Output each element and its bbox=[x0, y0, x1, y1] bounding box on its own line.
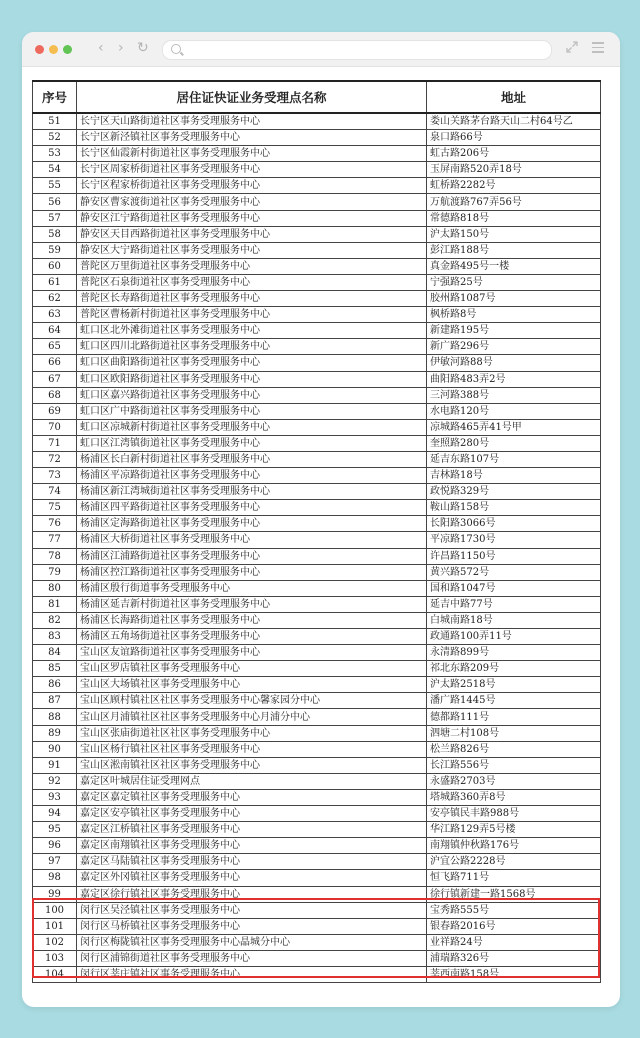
row-index: 70 bbox=[33, 419, 77, 435]
address: 新建路195号 bbox=[427, 323, 601, 339]
row-index: 84 bbox=[33, 645, 77, 661]
center-name: 虹口区江湾镇街道社区事务受理服务中心 bbox=[77, 435, 427, 451]
row-index: 59 bbox=[33, 242, 77, 258]
row-index: 74 bbox=[33, 484, 77, 500]
table-row bbox=[33, 451, 601, 467]
center-name: 嘉定区嘉定镇社区事务受理服务中心 bbox=[77, 789, 427, 805]
address: 泗塘二村108号 bbox=[427, 725, 601, 741]
center-name: 嘉定区外冈镇社区事务受理服务中心 bbox=[77, 870, 427, 886]
address: 业祥路24号 bbox=[427, 934, 601, 950]
center-name: 闵行区浦锦街道社区事务受理服务中心 bbox=[77, 950, 427, 966]
row-index: 88 bbox=[33, 709, 77, 725]
table-row bbox=[33, 612, 601, 628]
address: 长江路556号 bbox=[427, 757, 601, 773]
table-row bbox=[33, 709, 601, 725]
address: 许昌路1150号 bbox=[427, 548, 601, 564]
table-row bbox=[33, 371, 601, 387]
center-name: 虹口区曲阳路街道社区事务受理服务中心 bbox=[77, 355, 427, 371]
address: 宝秀路555号 bbox=[427, 902, 601, 918]
table-body bbox=[33, 113, 601, 983]
address: 延吉东路107号 bbox=[427, 451, 601, 467]
address: 国和路1047号 bbox=[427, 580, 601, 596]
menu-icon[interactable] bbox=[592, 42, 604, 52]
center-name: 宝山区罗店镇社区事务受理服务中心 bbox=[77, 661, 427, 677]
center-name: 长宁区程家桥街道社区事务受理服务中心 bbox=[77, 178, 427, 194]
center-name: 虹口区嘉兴路街道社区事务受理服务中心 bbox=[77, 387, 427, 403]
table-row bbox=[33, 274, 601, 290]
row-index: 63 bbox=[33, 307, 77, 323]
row-index: 104 bbox=[33, 966, 77, 982]
address: 塔城路360弄8号 bbox=[427, 789, 601, 805]
center-name: 普陀区曹杨新村街道社区事务受理服务中心 bbox=[77, 307, 427, 323]
center-name: 杨浦区长海路街道社区事务受理服务中心 bbox=[77, 612, 427, 628]
address: 永盛路2703号 bbox=[427, 773, 601, 789]
center-name: 宝山区张庙街道社区社区事务受理服务中心 bbox=[77, 725, 427, 741]
address: 宁强路25号 bbox=[427, 274, 601, 290]
row-index: 55 bbox=[33, 178, 77, 194]
table-row bbox=[33, 226, 601, 242]
maximize-window-button[interactable] bbox=[63, 45, 72, 54]
search-icon bbox=[171, 44, 181, 54]
row-index: 101 bbox=[33, 918, 77, 934]
address: 真金路495号一楼 bbox=[427, 258, 601, 274]
row-index: 64 bbox=[33, 323, 77, 339]
table-row bbox=[33, 806, 601, 822]
table-row bbox=[33, 645, 601, 661]
table-row bbox=[33, 291, 601, 307]
address: 长阳路3066号 bbox=[427, 516, 601, 532]
row-index: 93 bbox=[33, 789, 77, 805]
row-index: 77 bbox=[33, 532, 77, 548]
address: 伊敏河路88号 bbox=[427, 355, 601, 371]
center-name: 嘉定区江桥镇社区事务受理服务中心 bbox=[77, 822, 427, 838]
table-row bbox=[33, 789, 601, 805]
address: 虹桥路2282号 bbox=[427, 178, 601, 194]
table-row bbox=[33, 178, 601, 194]
address: 凉城路465弄41号甲 bbox=[427, 419, 601, 435]
address: 彭江路188号 bbox=[427, 242, 601, 258]
address: 政悦路329号 bbox=[427, 484, 601, 500]
table-row bbox=[33, 113, 601, 130]
table-row bbox=[33, 532, 601, 548]
center-name: 宝山区顾村镇社区社区事务受理服务中心馨家园分中心 bbox=[77, 693, 427, 709]
table-row bbox=[33, 725, 601, 741]
address-bar[interactable] bbox=[162, 40, 552, 60]
table-row bbox=[33, 419, 601, 435]
center-name: 宝山区友谊路街道社区事务受理服务中心 bbox=[77, 645, 427, 661]
close-window-button[interactable] bbox=[35, 45, 44, 54]
center-name: 普陀区石泉街道社区事务受理服务中心 bbox=[77, 274, 427, 290]
table-row bbox=[33, 162, 601, 178]
center-name: 杨浦区五角场街道社区事务受理服务中心 bbox=[77, 629, 427, 645]
row-index: 96 bbox=[33, 838, 77, 854]
table-row bbox=[33, 838, 601, 854]
address: 万航渡路767弄56号 bbox=[427, 194, 601, 210]
row-index: 60 bbox=[33, 258, 77, 274]
row-index: 53 bbox=[33, 146, 77, 162]
address: 平凉路1730号 bbox=[427, 532, 601, 548]
row-index: 99 bbox=[33, 886, 77, 902]
center-name: 杨浦区新江湾城街道社区事务受理服务中心 bbox=[77, 484, 427, 500]
center-name: 闵行区吴泾镇社区事务受理服务中心 bbox=[77, 902, 427, 918]
row-index: 52 bbox=[33, 130, 77, 146]
table-row bbox=[33, 741, 601, 757]
address: 泉口路66号 bbox=[427, 130, 601, 146]
center-name: 杨浦区四平路街道社区事务受理服务中心 bbox=[77, 500, 427, 516]
row-index: 98 bbox=[33, 870, 77, 886]
center-name: 闵行区莘庄镇社区事务受理服务中心 bbox=[77, 966, 427, 982]
row-index: 94 bbox=[33, 806, 77, 822]
table-row bbox=[33, 886, 601, 902]
row-index: 67 bbox=[33, 371, 77, 387]
address: 新广路296号 bbox=[427, 339, 601, 355]
table-row bbox=[33, 484, 601, 500]
row-index: 71 bbox=[33, 435, 77, 451]
address: 白城南路18号 bbox=[427, 612, 601, 628]
row-index: 100 bbox=[33, 902, 77, 918]
row-index: 86 bbox=[33, 677, 77, 693]
center-name: 杨浦区殷行街道事务受理服务中心 bbox=[77, 580, 427, 596]
row-index: 72 bbox=[33, 451, 77, 467]
center-name: 长宁区新泾镇社区事务受理服务中心 bbox=[77, 130, 427, 146]
row-index: 81 bbox=[33, 596, 77, 612]
address: 沪太路2518号 bbox=[427, 677, 601, 693]
table-row bbox=[33, 307, 601, 323]
minimize-window-button[interactable] bbox=[49, 45, 58, 54]
address: 安亭镇民丰路988号 bbox=[427, 806, 601, 822]
row-index: 78 bbox=[33, 548, 77, 564]
row-index: 103 bbox=[33, 950, 77, 966]
table-row bbox=[33, 435, 601, 451]
center-name: 闵行区马桥镇社区事务受理服务中心 bbox=[77, 918, 427, 934]
header-center-name: 居住证快证业务受理点名称 bbox=[77, 81, 427, 113]
center-name: 宝山区杨行镇社区社区事务受理服务中心 bbox=[77, 741, 427, 757]
row-index: 85 bbox=[33, 661, 77, 677]
row-index: 102 bbox=[33, 934, 77, 950]
address: 曲阳路483弄2号 bbox=[427, 371, 601, 387]
center-name: 嘉定区徐行镇社区事务受理服务中心 bbox=[77, 886, 427, 902]
table-row bbox=[33, 950, 601, 966]
center-name: 普陀区长寿路街道社区事务受理服务中心 bbox=[77, 291, 427, 307]
row-index: 76 bbox=[33, 516, 77, 532]
address: 黄兴路572号 bbox=[427, 564, 601, 580]
center-name: 杨浦区长白新村街道社区事务受理服务中心 bbox=[77, 451, 427, 467]
table-row bbox=[33, 516, 601, 532]
address: 延吉中路77号 bbox=[427, 596, 601, 612]
center-name: 杨浦区控江路街道社区事务受理服务中心 bbox=[77, 564, 427, 580]
row-index: 51 bbox=[33, 113, 77, 130]
table-row bbox=[33, 500, 601, 516]
row-index: 57 bbox=[33, 210, 77, 226]
center-name: 嘉定区南翔镇社区事务受理服务中心 bbox=[77, 838, 427, 854]
table-row bbox=[33, 870, 601, 886]
center-name: 宝山区月浦镇社区社区事务受理服务中心月浦分中心 bbox=[77, 709, 427, 725]
table-row bbox=[33, 966, 601, 982]
expand-icon[interactable] bbox=[566, 41, 578, 53]
table-row bbox=[33, 677, 601, 693]
center-name: 长宁区周家桥街道社区事务受理服务中心 bbox=[77, 162, 427, 178]
center-name: 虹口区凉城新村街道社区事务受理服务中心 bbox=[77, 419, 427, 435]
table-row bbox=[33, 629, 601, 645]
center-name: 静安区天目西路街道社区事务受理服务中心 bbox=[77, 226, 427, 242]
center-name: 嘉定区叶城居住证受理网点 bbox=[77, 773, 427, 789]
table-row bbox=[33, 757, 601, 773]
center-name: 宝山区淞南镇社区社区事务受理服务中心 bbox=[77, 757, 427, 773]
center-name: 普陀区万里街道社区事务受理服务中心 bbox=[77, 258, 427, 274]
table-row bbox=[33, 355, 601, 371]
row-index: 56 bbox=[33, 194, 77, 210]
row-index: 80 bbox=[33, 580, 77, 596]
title-bar bbox=[22, 32, 620, 67]
table-row bbox=[33, 210, 601, 226]
table-row bbox=[33, 564, 601, 580]
center-name: 虹口区欧阳路街道社区事务受理服务中心 bbox=[77, 371, 427, 387]
center-name: 嘉定区安亭镇社区事务受理服务中心 bbox=[77, 806, 427, 822]
row-index: 75 bbox=[33, 500, 77, 516]
row-index: 95 bbox=[33, 822, 77, 838]
table-header-row bbox=[33, 81, 601, 113]
center-name: 杨浦区延吉新村街道社区事务受理服务中心 bbox=[77, 596, 427, 612]
table-row bbox=[33, 580, 601, 596]
row-index: 91 bbox=[33, 757, 77, 773]
row-index: 73 bbox=[33, 468, 77, 484]
address: 吉林路18号 bbox=[427, 468, 601, 484]
address: 虹古路206号 bbox=[427, 146, 601, 162]
row-index: 68 bbox=[33, 387, 77, 403]
table-row bbox=[33, 934, 601, 950]
address: 沪宜公路2228号 bbox=[427, 854, 601, 870]
center-name: 宝山区大场镇社区事务受理服务中心 bbox=[77, 677, 427, 693]
address: 沪太路150号 bbox=[427, 226, 601, 242]
address: 胶州路1087号 bbox=[427, 291, 601, 307]
table-row bbox=[33, 548, 601, 564]
row-index: 83 bbox=[33, 629, 77, 645]
table-row bbox=[33, 387, 601, 403]
row-index: 69 bbox=[33, 403, 77, 419]
chevron-right-icon[interactable]: › bbox=[118, 40, 124, 56]
center-name: 闵行区梅陇镇社区事务受理服务中心晶城分中心 bbox=[77, 934, 427, 950]
address: 枫桥路8号 bbox=[427, 307, 601, 323]
address: 华江路129弄5号楼 bbox=[427, 822, 601, 838]
center-name: 杨浦区定海路街道社区事务受理服务中心 bbox=[77, 516, 427, 532]
address: 恒飞路711号 bbox=[427, 870, 601, 886]
address: 德都路111号 bbox=[427, 709, 601, 725]
table-row bbox=[33, 822, 601, 838]
document-content bbox=[32, 80, 601, 983]
row-index: 97 bbox=[33, 854, 77, 870]
center-name: 静安区大宁路街道社区事务受理服务中心 bbox=[77, 242, 427, 258]
address: 鞍山路158号 bbox=[427, 500, 601, 516]
table-row bbox=[33, 242, 601, 258]
center-name: 静安区江宁路街道社区事务受理服务中心 bbox=[77, 210, 427, 226]
table-row bbox=[33, 403, 601, 419]
center-name: 虹口区广中路街道社区事务受理服务中心 bbox=[77, 403, 427, 419]
row-index: 66 bbox=[33, 355, 77, 371]
address: 潘广路1445号 bbox=[427, 693, 601, 709]
address: 浦瑞路326号 bbox=[427, 950, 601, 966]
table-row bbox=[33, 854, 601, 870]
table-row bbox=[33, 596, 601, 612]
row-index: 87 bbox=[33, 693, 77, 709]
table-row bbox=[33, 902, 601, 918]
address: 银春路2016号 bbox=[427, 918, 601, 934]
center-name: 虹口区北外滩街道社区事务受理服务中心 bbox=[77, 323, 427, 339]
table-row bbox=[33, 339, 601, 355]
address: 三河路388号 bbox=[427, 387, 601, 403]
center-name: 长宁区天山路街道社区事务受理服务中心 bbox=[77, 113, 427, 130]
header-index: 序号 bbox=[33, 81, 77, 113]
table-row bbox=[33, 661, 601, 677]
address: 南翔镇仲秋路176号 bbox=[427, 838, 601, 854]
address: 玉屏南路520弄18号 bbox=[427, 162, 601, 178]
browser-window bbox=[22, 32, 620, 1007]
center-name: 杨浦区江浦路街道社区事务受理服务中心 bbox=[77, 548, 427, 564]
address: 常德路818号 bbox=[427, 210, 601, 226]
table-row bbox=[33, 146, 601, 162]
row-index: 79 bbox=[33, 564, 77, 580]
table-row bbox=[33, 773, 601, 789]
table-row bbox=[33, 194, 601, 210]
reload-icon[interactable]: ↻ bbox=[137, 40, 149, 56]
row-index: 61 bbox=[33, 274, 77, 290]
address: 政通路100弄11号 bbox=[427, 629, 601, 645]
table-row bbox=[33, 258, 601, 274]
address: 祁北东路209号 bbox=[427, 661, 601, 677]
address: 水电路120号 bbox=[427, 403, 601, 419]
address: 莘西南路158号 bbox=[427, 966, 601, 982]
center-name: 长宁区仙霞新村街道社区事务受理服务中心 bbox=[77, 146, 427, 162]
address: 徐行镇新建一路1568号 bbox=[427, 886, 601, 902]
row-index: 62 bbox=[33, 291, 77, 307]
chevron-left-icon[interactable]: ‹ bbox=[98, 40, 104, 56]
table-row bbox=[33, 468, 601, 484]
row-index: 82 bbox=[33, 612, 77, 628]
row-index: 65 bbox=[33, 339, 77, 355]
address: 娄山关路茅台路天山二村64号乙 bbox=[427, 113, 601, 130]
table-row bbox=[33, 693, 601, 709]
row-index: 89 bbox=[33, 725, 77, 741]
table-row bbox=[33, 918, 601, 934]
center-name: 杨浦区平凉路街道社区事务受理服务中心 bbox=[77, 468, 427, 484]
row-index: 58 bbox=[33, 226, 77, 242]
address: 松兰路826号 bbox=[427, 741, 601, 757]
header-address: 地址 bbox=[427, 81, 601, 113]
row-index: 92 bbox=[33, 773, 77, 789]
table-row bbox=[33, 130, 601, 146]
table-row bbox=[33, 323, 601, 339]
row-index: 90 bbox=[33, 741, 77, 757]
center-name: 嘉定区马陆镇社区事务受理服务中心 bbox=[77, 854, 427, 870]
address: 永清路899号 bbox=[427, 645, 601, 661]
address: 奎照路280号 bbox=[427, 435, 601, 451]
row-index: 54 bbox=[33, 162, 77, 178]
center-name: 静安区曹家渡街道社区事务受理服务中心 bbox=[77, 194, 427, 210]
service-center-table bbox=[32, 80, 601, 983]
center-name: 虹口区四川北路街道社区事务受理服务中心 bbox=[77, 339, 427, 355]
center-name: 杨浦区大桥街道社区事务受理服务中心 bbox=[77, 532, 427, 548]
